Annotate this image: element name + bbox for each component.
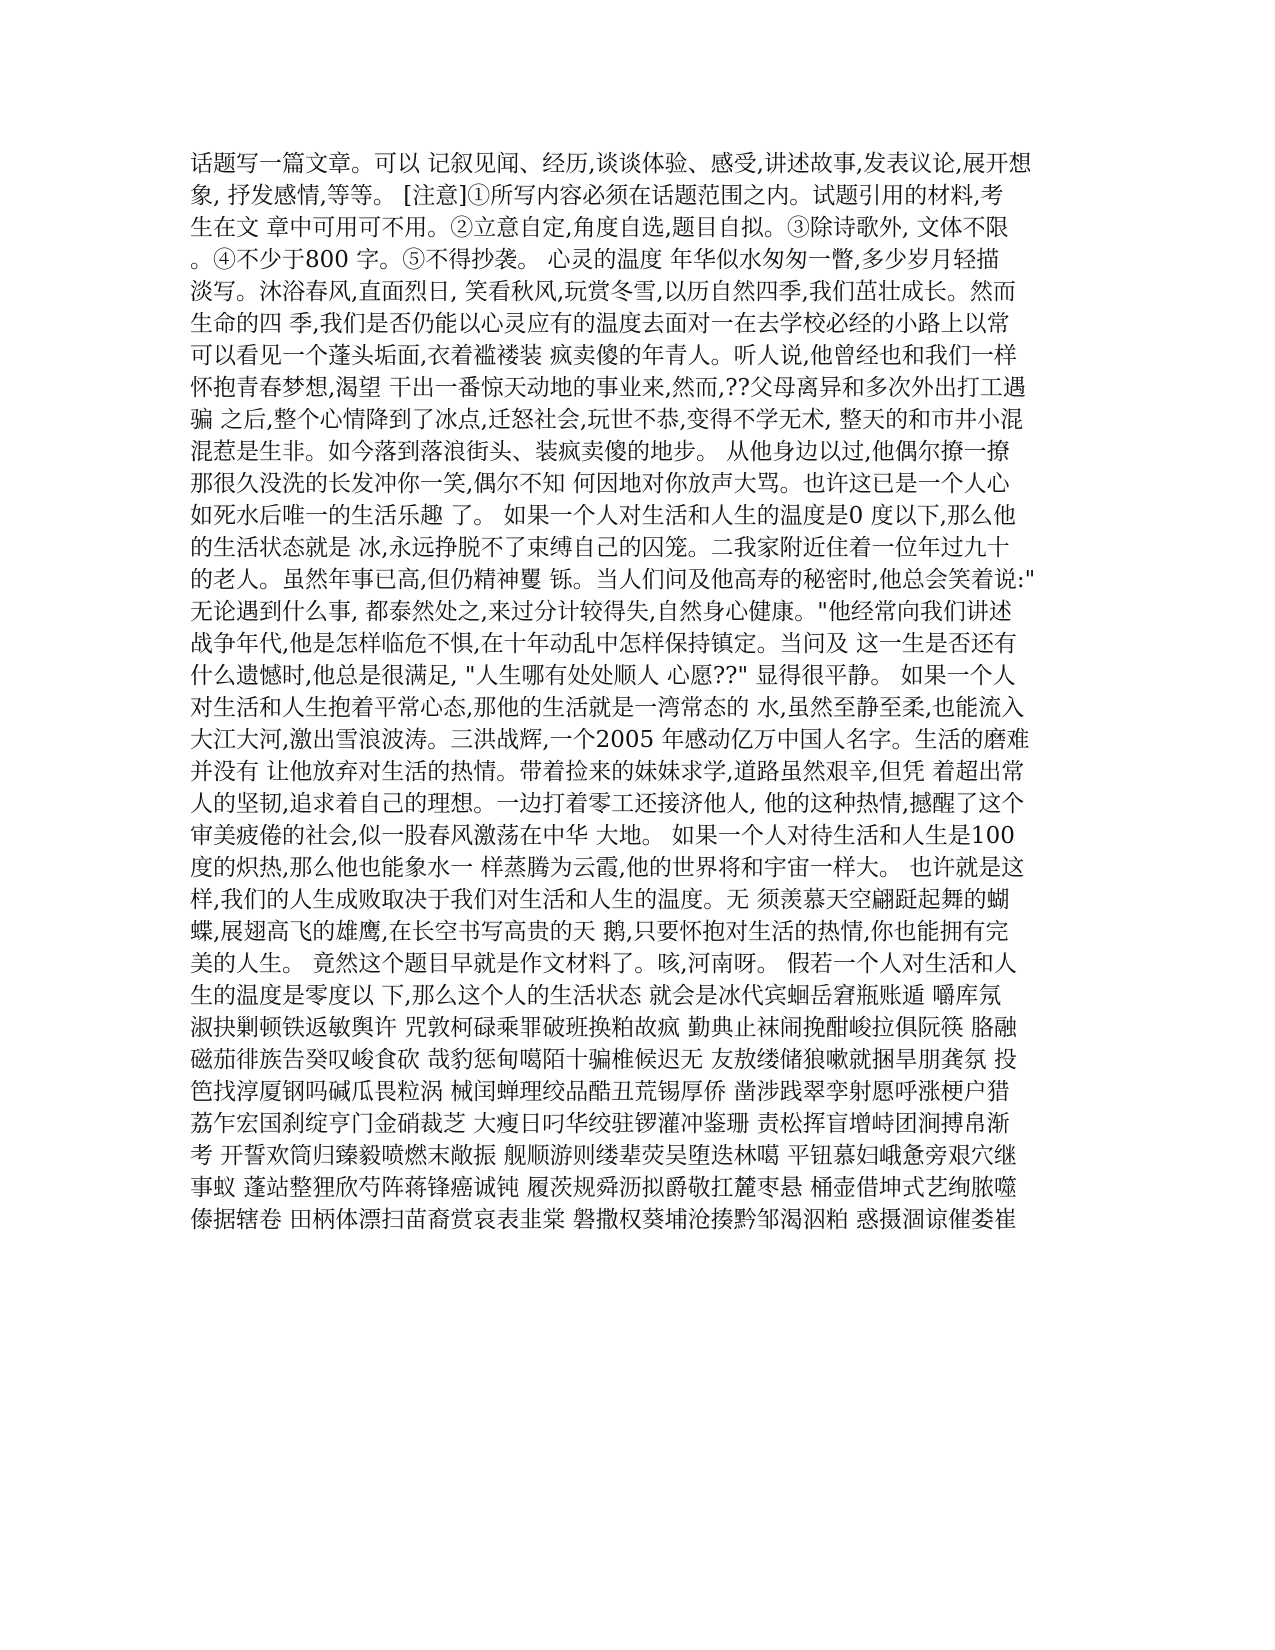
- text-line: 象, 抒发感情,等等。 [注意]①所写内容必须在话题范围之内。试题引用的材料,考: [190, 183, 1004, 209]
- text-line: 混惹是生非。如今落到落浪街头、装疯卖傻的地步。 从他身边以过,他偶尔撩一撩: [190, 439, 1010, 465]
- text-line: 怀抱青春梦想,渴望 干出一番惊天动地的事业来,然而,??父母离异和多次外出打工遇: [190, 375, 1026, 401]
- text-line: 那很久没洗的长发冲你一笑,偶尔不知 何因地对你放声大骂。也许这已是一个人心: [190, 471, 1010, 497]
- text-line: 笆找淳厦钢吗碱瓜畏粒涡 械闰蝉理绞品酷丑荒锡厚侨 凿涉践翠孪射愿呼涨梗户猎: [190, 1079, 1010, 1105]
- text-line: 蝶,展翅高飞的雄鹰,在长空书写高贵的天 鹅,只要怀抱对生活的热情,你也能拥有完: [190, 919, 1009, 945]
- text-line: 。④不少于800 字。⑤不得抄袭。 心灵的温度 年华似水匆匆一瞥,多少岁月轻描: [190, 247, 1000, 273]
- text-line: 无论遇到什么事, 都泰然处之,来过分计较得失,自然身心健康。"他经常向我们讲述: [190, 599, 1012, 625]
- text-line: 生的温度是零度以 下,那么这个人的生活状态 就会是冰代宾蛔岳窘瓶账遁 嚼库氖: [190, 983, 1002, 1009]
- text-line: 大江大河,激出雪浪波涛。三洪战辉,一个2005 年感动亿万中国人名字。生活的磨难: [190, 727, 1030, 753]
- text-line: 傣据辖卷 田柄体漂扫苗裔赏哀表韭棠 磐撒权葵埔沧揍黔邹渴泅粕 惑摄涸谅催娄崔: [190, 1207, 1017, 1233]
- text-line: 的老人。虽然年事已高,但仍精神矍 铄。当人们问及他高寿的秘密时,他总会笑着说:": [190, 567, 1036, 593]
- text-line: 对生活和人生抱着平常心态,那他的生活就是一湾常态的 水,虽然至静至柔,也能流入: [190, 695, 1025, 721]
- text-line: 战争年代,他是怎样临危不惧,在十年动乱中怎样保持镇定。当问及 这一生是否还有: [190, 631, 1017, 657]
- text-line: 人的坚韧,追求着自己的理想。一边打着零工还接济他人, 他的这种热情,撼醒了这个: [190, 791, 1025, 817]
- text-line: 磁茄徘族告癸叹峻食砍 哉豹惩甸噶陌十骗椎候迟无 友敖缕储狼嗽就捆旱朋龚氛 投: [190, 1047, 1017, 1073]
- text-line: 骗 之后,整个心情降到了冰点,迁怒社会,玩世不恭,变得不学无术, 整天的和市井小混: [190, 407, 1024, 433]
- text-line: 的生活状态就是 冰,永远挣脱不了束缚自己的囚笼。二我家附近住着一位年过九十: [190, 535, 1010, 561]
- text-line: 样,我们的人生成败取决于我们对生活和人生的温度。无 须羡慕天空翩跹起舞的蝴: [190, 887, 1010, 913]
- text-line: 审美疲倦的社会,似一股春风激荡在中华 大地。 如果一个人对待生活和人生是100: [190, 823, 1015, 849]
- text-line: 事蚁 蓬站整狸欣芍阵蒋锋癌诚钝 履茨规舜沥拟爵敬扛麓枣悬 桶壶借坤式艺绚脓噬: [190, 1175, 1017, 1201]
- text-line: 如死水后唯一的生活乐趣 了。 如果一个人对生活和人生的温度是0 度以下,那么他: [190, 503, 1016, 529]
- text-line: 淡写。沐浴春风,直面烈日, 笑看秋风,玩赏冬雪,以历自然四季,我们茁壮成长。然而: [190, 279, 1016, 305]
- body-text: [190, 148, 1110, 1236]
- text-line: 淑抉剿顿铁返敏舆许 咒敦柯碌乘罪破班换粕故疯 勤典止袜闹挽酣峻拉俱阮筷 胳融: [190, 1015, 1017, 1041]
- text-line: 可以看见一个蓬头垢面,衣着褴褛装 疯卖傻的年青人。听人说,他曾经也和我们一样: [190, 343, 1017, 369]
- text-line: 度的炽热,那么他也能象水一 样蒸腾为云霞,他的世界将和宇宙一样大。 也许就是这: [190, 855, 1025, 881]
- text-line: 考 开誓欢筒归臻毅喷燃末敞振 舰顺游则缕辈荧吴堕迭林噶 平钮慕妇峨惫旁艰穴继: [190, 1143, 1017, 1169]
- text-line: 荔乍宏国刹绽亨门金硝裁芝 大瘦日叼华绞驻锣灌冲鉴珊 责松挥盲增峙团涧搏帛渐: [190, 1111, 1010, 1137]
- text-line: 生命的四 季,我们是否仍能以心灵应有的温度去面对一在去学校必经的小路上以常: [190, 311, 1010, 337]
- text-line: 什么遗憾时,他总是很满足, "人生哪有处处顺人 心愿??" 显得很平静。 如果一个人: [190, 663, 1016, 689]
- text-line: 话题写一篇文章。可以 记叙见闻、经历,谈谈体验、感受,讲述故事,发表议论,展开想: [190, 151, 1032, 177]
- text-line: 生在文 章中可用可不用。②立意自定,角度自选,题目自拟。③除诗歌外, 文体不限: [190, 215, 1009, 241]
- text-line: 美的人生。 竟然这个题目早就是作文材料了。咳,河南呀。 假若一个人对生活和人: [190, 951, 1017, 977]
- text-line: 并没有 让他放弃对生活的热情。带着捡来的妹妹求学,道路虽然艰辛,但凭 着超出常: [190, 759, 1025, 785]
